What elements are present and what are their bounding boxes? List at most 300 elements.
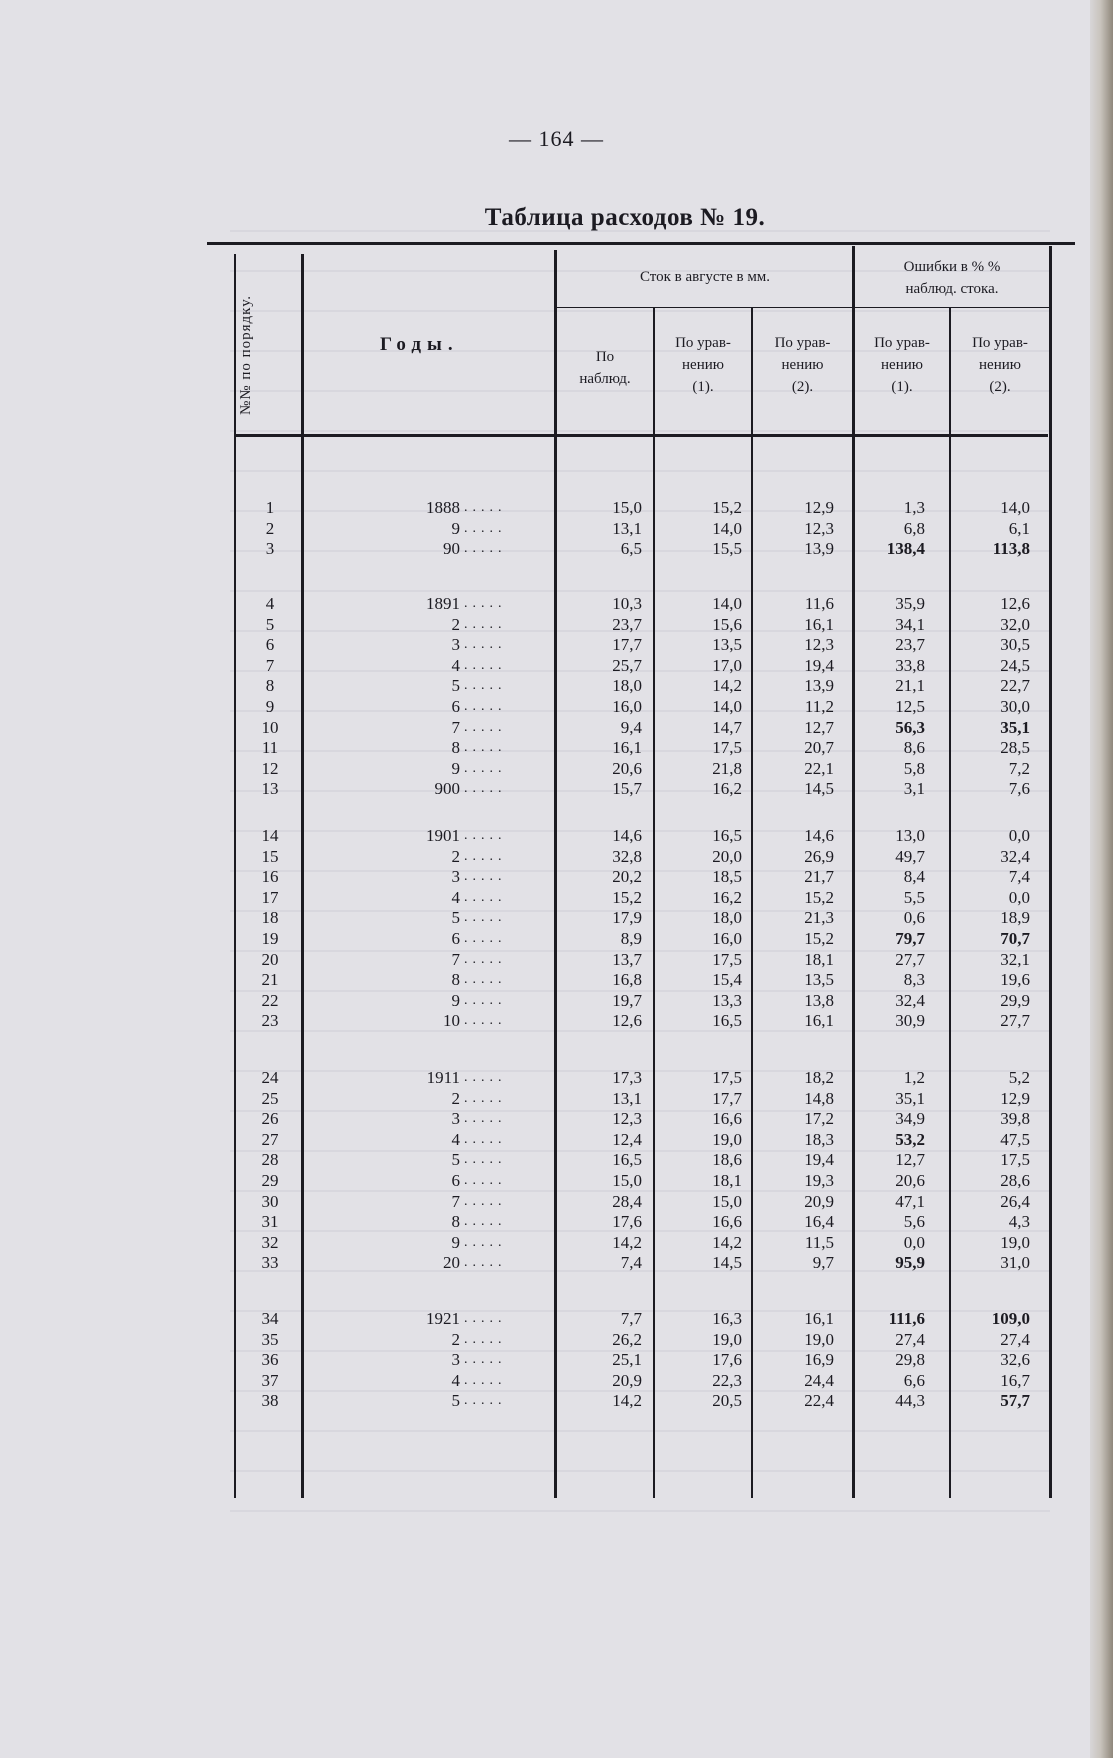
runoff-observed-cell: 15,0: [612, 1171, 642, 1190]
error-eq2-cell: 32,1: [1000, 949, 1030, 969]
runoff-observed-cell: 23,7: [612, 614, 642, 634]
dot-leader: .....: [464, 1013, 507, 1029]
error-eq1-cell: 79,7: [895, 929, 925, 948]
table-row: [0, 1171, 1113, 1190]
error-eq2-cell: 31,0: [1000, 1253, 1030, 1273]
runoff-eq1-cell: 16,5: [712, 1011, 742, 1031]
row-number: 36: [261, 1350, 279, 1370]
runoff-observed-cell: 9,4: [620, 717, 642, 737]
error-eq2-cell: 26,4: [1000, 1191, 1030, 1211]
runoff-eq2-cell: 22,4: [804, 1391, 834, 1411]
runoff-eq2-cell: 12,3: [804, 635, 834, 655]
dot-leader: .....: [464, 657, 507, 673]
row-number: 3: [265, 539, 275, 559]
runoff-eq1-cell: 17,5: [712, 1068, 742, 1087]
runoff-eq1-cell: 14,7: [712, 717, 742, 737]
runoff-eq1-cell: 15,6: [712, 614, 742, 634]
error-eq1-cell: 8,6: [903, 738, 925, 758]
table-row: [0, 498, 1113, 517]
table-row: [0, 676, 1113, 695]
error-eq1-cell: 8,3: [903, 970, 925, 990]
header-sub-rule-errors: [854, 307, 1050, 308]
runoff-eq2-cell: 20,9: [804, 1191, 834, 1211]
dot-leader: .....: [464, 760, 507, 776]
error-eq1-cell: 35,9: [895, 594, 925, 613]
runoff-eq1-cell: 15,0: [712, 1191, 742, 1211]
runoff-observed-cell: 12,6: [612, 1011, 642, 1031]
error-eq1-cell: 21,1: [895, 676, 925, 696]
table-row: [0, 1192, 1113, 1211]
runoff-observed-cell: 17,3: [612, 1068, 642, 1087]
runoff-eq1-cell: 21,8: [712, 758, 742, 778]
table-row: [0, 1371, 1113, 1390]
header-err-eq1: По урав- нению (1).: [874, 335, 930, 395]
row-number: 2: [265, 518, 275, 538]
runoff-eq2-cell: 16,1: [804, 1011, 834, 1031]
error-eq2-cell: 32,4: [1000, 846, 1030, 866]
error-eq1-cell: 20,6: [895, 1171, 925, 1190]
error-eq2-cell: 19,6: [1000, 970, 1030, 990]
runoff-eq1-cell: 14,0: [712, 594, 742, 613]
dot-leader: .....: [464, 520, 507, 536]
runoff-eq1-cell: 16,3: [712, 1309, 742, 1328]
runoff-eq1-cell: 20,0: [712, 846, 742, 866]
runoff-eq2-cell: 22,1: [804, 758, 834, 778]
runoff-eq2-cell: 20,7: [804, 738, 834, 758]
error-eq2-cell: 17,5: [1000, 1150, 1030, 1170]
table-row: [0, 718, 1113, 737]
year-cell: 3: [451, 1350, 460, 1370]
error-eq1-cell: 6,8: [903, 518, 925, 538]
error-eq1-cell: 8,4: [903, 867, 925, 887]
table-row: [0, 1150, 1113, 1169]
runoff-observed-cell: 13,1: [612, 518, 642, 538]
year-cell: 8: [451, 738, 460, 758]
error-eq2-cell: 32,0: [1000, 614, 1030, 634]
runoff-eq2-cell: 21,7: [804, 867, 834, 887]
runoff-eq2-cell: 16,9: [804, 1350, 834, 1370]
runoff-observed-cell: 17,9: [612, 908, 642, 928]
runoff-eq1-cell: 17,0: [712, 655, 742, 675]
table-row: [0, 1391, 1113, 1410]
error-eq1-cell: 13,0: [895, 826, 925, 845]
runoff-eq1-cell: 17,5: [712, 738, 742, 758]
row-number: 5: [265, 614, 275, 634]
row-number: 29: [261, 1171, 279, 1190]
row-number: 16: [261, 867, 279, 887]
table-top-rule: [207, 242, 1075, 245]
error-eq2-cell: 28,6: [1000, 1171, 1030, 1190]
runoff-observed-cell: 17,7: [612, 635, 642, 655]
year-cell: 9: [451, 518, 460, 538]
error-eq2-cell: 109,0: [991, 1309, 1030, 1328]
runoff-eq2-cell: 14,8: [804, 1088, 834, 1108]
year-cell: 4: [451, 1129, 460, 1149]
dot-leader: .....: [464, 828, 507, 843]
runoff-eq1-cell: 17,5: [712, 949, 742, 969]
runoff-observed-cell: 8,9: [620, 929, 642, 948]
year-cell: 90: [443, 539, 460, 559]
row-number: 10: [261, 717, 279, 737]
year-cell: 2: [451, 1088, 460, 1108]
runoff-observed-cell: 14,2: [612, 1391, 642, 1411]
dot-leader: .....: [464, 1193, 507, 1209]
dot-leader: .....: [464, 951, 507, 967]
runoff-eq2-cell: 12,9: [804, 498, 834, 517]
table-row: [0, 519, 1113, 538]
error-eq1-cell: 95,9: [895, 1253, 925, 1273]
runoff-observed-cell: 10,3: [612, 594, 642, 613]
row-number: 35: [261, 1329, 279, 1349]
runoff-eq1-cell: 15,4: [712, 970, 742, 990]
table-row: [0, 950, 1113, 969]
error-eq2-cell: 7,4: [1008, 867, 1030, 887]
year-cell: 9: [451, 758, 460, 778]
runoff-observed-cell: 16,0: [612, 697, 642, 716]
year-cell: 1911: [426, 1068, 460, 1087]
row-number: 25: [261, 1088, 279, 1108]
runoff-eq1-cell: 16,5: [712, 826, 742, 845]
header-runoff-group: Сток в августе в мм.: [639, 269, 771, 285]
dot-leader: .....: [464, 500, 507, 515]
row-number: 27: [261, 1129, 279, 1149]
error-eq2-cell: 24,5: [1000, 655, 1030, 675]
table-row: [0, 1130, 1113, 1149]
error-eq1-cell: 47,1: [895, 1191, 925, 1211]
row-number: 12: [261, 758, 279, 778]
error-eq2-cell: 113,8: [992, 539, 1030, 559]
dot-leader: .....: [464, 719, 507, 735]
error-eq1-cell: 27,7: [895, 949, 925, 969]
runoff-observed-cell: 15,2: [612, 887, 642, 907]
runoff-observed-cell: 12,4: [612, 1129, 642, 1149]
dot-leader: .....: [464, 848, 507, 864]
dot-leader: .....: [464, 972, 507, 988]
runoff-eq1-cell: 18,1: [712, 1171, 742, 1190]
table-row: [0, 738, 1113, 757]
runoff-eq2-cell: 18,1: [804, 949, 834, 969]
error-eq1-cell: 35,1: [895, 1088, 925, 1108]
runoff-eq2-cell: 12,3: [804, 518, 834, 538]
year-cell: 8: [451, 970, 460, 990]
year-cell: 4: [451, 887, 460, 907]
year-cell: 900: [434, 779, 460, 799]
error-eq2-cell: 57,7: [1000, 1391, 1030, 1411]
header-runoff-eq1: По урав- нению (1).: [675, 335, 731, 395]
table-row: [0, 697, 1113, 716]
error-eq1-cell: 0,6: [903, 908, 925, 928]
table-row: [0, 759, 1113, 778]
runoff-observed-cell: 17,6: [612, 1212, 642, 1232]
table-row: [0, 779, 1113, 798]
runoff-eq1-cell: 16,6: [712, 1212, 742, 1232]
runoff-eq1-cell: 13,5: [712, 635, 742, 655]
dot-leader: .....: [464, 889, 507, 905]
error-eq1-cell: 5,8: [903, 758, 925, 778]
error-eq2-cell: 0,0: [1008, 887, 1030, 907]
year-cell: 3: [451, 635, 460, 655]
error-eq1-cell: 0,0: [903, 1232, 925, 1252]
runoff-eq2-cell: 9,7: [812, 1253, 834, 1273]
dot-leader: .....: [464, 1311, 507, 1326]
table-row: [0, 908, 1113, 927]
runoff-eq1-cell: 19,0: [712, 1129, 742, 1149]
row-number: 20: [261, 949, 279, 969]
runoff-eq2-cell: 19,4: [804, 655, 834, 675]
error-eq1-cell: 34,1: [895, 614, 925, 634]
dot-leader: .....: [464, 1234, 507, 1250]
error-eq2-cell: 35,1: [1000, 717, 1030, 737]
error-eq1-cell: 29,8: [895, 1350, 925, 1370]
row-number: 1: [265, 498, 275, 517]
error-eq2-cell: 28,5: [1000, 738, 1030, 758]
error-eq1-cell: 53,2: [895, 1129, 925, 1149]
year-cell: 2: [451, 846, 460, 866]
error-eq1-cell: 56,3: [895, 717, 925, 737]
dot-leader: .....: [464, 1111, 507, 1127]
error-eq2-cell: 14,0: [1000, 498, 1030, 517]
year-cell: 2: [451, 1329, 460, 1349]
error-eq2-cell: 5,2: [1008, 1068, 1030, 1087]
runoff-eq2-cell: 24,4: [804, 1370, 834, 1390]
runoff-observed-cell: 14,6: [612, 826, 642, 845]
error-eq1-cell: 44,3: [895, 1391, 925, 1411]
error-eq2-cell: 0,0: [1008, 826, 1030, 845]
error-eq2-cell: 30,0: [1000, 697, 1030, 716]
year-cell: 6: [451, 1171, 460, 1190]
row-number: 24: [261, 1068, 279, 1087]
runoff-observed-cell: 25,7: [612, 655, 642, 675]
runoff-observed-cell: 16,8: [612, 970, 642, 990]
row-number: 8: [265, 676, 275, 696]
year-cell: 1891: [426, 594, 460, 613]
table-row: [0, 888, 1113, 907]
runoff-eq2-cell: 15,2: [804, 929, 834, 948]
runoff-eq1-cell: 13,3: [712, 990, 742, 1010]
runoff-eq1-cell: 16,2: [712, 887, 742, 907]
runoff-eq2-cell: 13,9: [804, 676, 834, 696]
error-eq2-cell: 27,4: [1000, 1329, 1030, 1349]
year-cell: 10: [443, 1011, 460, 1031]
error-eq2-cell: 32,6: [1000, 1350, 1030, 1370]
runoff-eq1-cell: 14,5: [712, 1253, 742, 1273]
row-number: 22: [261, 990, 279, 1010]
year-cell: 5: [451, 1150, 460, 1170]
error-eq1-cell: 3,1: [903, 779, 925, 799]
dot-leader: .....: [464, 1352, 507, 1368]
runoff-observed-cell: 15,7: [612, 779, 642, 799]
runoff-observed-cell: 6,5: [620, 539, 642, 559]
runoff-observed-cell: 28,4: [612, 1191, 642, 1211]
runoff-eq2-cell: 18,3: [804, 1129, 834, 1149]
error-eq1-cell: 1,2: [903, 1068, 925, 1087]
error-eq2-cell: 22,7: [1000, 676, 1030, 696]
year-cell: 7: [451, 717, 460, 737]
dot-leader: .....: [464, 637, 507, 653]
table-row: [0, 1330, 1113, 1349]
dot-leader: .....: [464, 1255, 507, 1271]
error-eq2-cell: 27,7: [1000, 1011, 1030, 1031]
year-cell: 8: [451, 1212, 460, 1232]
error-eq2-cell: 39,8: [1000, 1109, 1030, 1129]
runoff-eq1-cell: 18,0: [712, 908, 742, 928]
runoff-eq2-cell: 12,7: [804, 717, 834, 737]
table-row: [0, 991, 1113, 1010]
table-row: [0, 847, 1113, 866]
runoff-observed-cell: 20,9: [612, 1370, 642, 1390]
runoff-observed-cell: 26,2: [612, 1329, 642, 1349]
table-row: [0, 1109, 1113, 1128]
row-number: 11: [261, 738, 279, 758]
year-cell: 20: [443, 1253, 460, 1273]
header-years: Годы.: [380, 334, 459, 355]
year-cell: 5: [451, 908, 460, 928]
runoff-eq2-cell: 11,2: [804, 697, 834, 716]
row-number: 26: [261, 1109, 279, 1129]
dot-leader: .....: [464, 869, 507, 885]
table-row: [0, 656, 1113, 675]
dot-leader: .....: [464, 1331, 507, 1347]
runoff-observed-cell: 13,1: [612, 1088, 642, 1108]
runoff-eq2-cell: 18,2: [804, 1068, 834, 1087]
page-number: — 164 —: [509, 126, 604, 151]
row-number: 21: [261, 970, 279, 990]
runoff-eq1-cell: 16,2: [712, 779, 742, 799]
row-number: 6: [265, 635, 275, 655]
year-cell: 9: [451, 1232, 460, 1252]
table-row: [0, 1309, 1113, 1328]
error-eq2-cell: 19,0: [1000, 1232, 1030, 1252]
runoff-eq2-cell: 16,1: [804, 614, 834, 634]
error-eq1-cell: 1,3: [903, 498, 925, 517]
runoff-eq2-cell: 15,2: [804, 887, 834, 907]
error-eq2-cell: 47,5: [1000, 1129, 1030, 1149]
error-eq2-cell: 29,9: [1000, 990, 1030, 1010]
runoff-eq2-cell: 19,0: [804, 1329, 834, 1349]
row-number: 14: [261, 826, 279, 845]
runoff-eq2-cell: 14,5: [804, 779, 834, 799]
row-number: 15: [261, 846, 279, 866]
table-row: [0, 1089, 1113, 1108]
dot-leader: .....: [464, 1090, 507, 1106]
table-row: [0, 635, 1113, 654]
header-runoff-eq2: По урав- нению (2).: [774, 335, 831, 395]
year-cell: 3: [451, 867, 460, 887]
runoff-eq1-cell: 14,2: [712, 676, 742, 696]
dot-leader: .....: [464, 740, 507, 756]
table-row: [0, 1233, 1113, 1252]
runoff-eq2-cell: 19,3: [804, 1171, 834, 1190]
row-number: 23: [261, 1011, 279, 1031]
table-row: [0, 929, 1113, 948]
error-eq2-cell: 70,7: [1000, 929, 1030, 948]
header-runoff-obs: По наблюд.: [579, 349, 631, 387]
error-eq1-cell: 5,6: [903, 1212, 925, 1232]
year-cell: 7: [451, 949, 460, 969]
error-eq2-cell: 16,7: [1000, 1370, 1030, 1390]
table-row: [0, 970, 1113, 989]
runoff-eq2-cell: 13,5: [804, 970, 834, 990]
runoff-observed-cell: 16,5: [612, 1150, 642, 1170]
row-number: 37: [261, 1370, 279, 1390]
year-cell: 1921: [426, 1309, 460, 1328]
error-eq1-cell: 12,5: [895, 697, 925, 716]
year-cell: 5: [451, 1391, 460, 1411]
dot-leader: .....: [464, 1372, 507, 1388]
dot-leader: .....: [464, 596, 507, 611]
year-cell: 4: [451, 655, 460, 675]
dot-leader: .....: [464, 699, 507, 714]
header-err-eq2: По урав- нению (2).: [972, 335, 1028, 395]
dot-leader: .....: [464, 1152, 507, 1168]
error-eq1-cell: 32,4: [895, 990, 925, 1010]
row-number: 18: [261, 908, 279, 928]
dot-leader: .....: [464, 931, 507, 946]
table-row: [0, 826, 1113, 845]
table-row: [0, 615, 1113, 634]
table-row: [0, 1212, 1113, 1231]
runoff-observed-cell: 19,7: [612, 990, 642, 1010]
error-eq2-cell: 6,1: [1008, 518, 1030, 538]
error-eq2-cell: 30,5: [1000, 635, 1030, 655]
dot-leader: .....: [464, 616, 507, 632]
header-bottom-rule: [236, 434, 1048, 437]
table-row: [0, 594, 1113, 613]
year-cell: 4: [451, 1370, 460, 1390]
year-cell: 9: [451, 990, 460, 1010]
row-number: 13: [261, 779, 279, 799]
runoff-observed-cell: 20,2: [612, 867, 642, 887]
error-eq1-cell: 6,6: [903, 1370, 925, 1390]
error-eq1-cell: 138,4: [886, 539, 925, 559]
dot-leader: .....: [464, 1393, 507, 1409]
row-number: 19: [261, 929, 279, 948]
runoff-observed-cell: 15,0: [612, 498, 642, 517]
runoff-eq2-cell: 11,5: [804, 1232, 834, 1252]
runoff-eq2-cell: 13,9: [804, 539, 834, 559]
runoff-eq1-cell: 22,3: [712, 1370, 742, 1390]
error-eq2-cell: 7,6: [1008, 779, 1030, 799]
dot-leader: .....: [464, 1214, 507, 1230]
runoff-eq2-cell: 13,8: [804, 990, 834, 1010]
table-row: [0, 1068, 1113, 1087]
error-eq2-cell: 18,9: [1000, 908, 1030, 928]
table-row: [0, 1253, 1113, 1272]
runoff-eq2-cell: 16,4: [804, 1212, 834, 1232]
row-number: 28: [261, 1150, 279, 1170]
year-cell: 6: [451, 697, 460, 716]
runoff-eq2-cell: 17,2: [804, 1109, 834, 1129]
error-eq1-cell: 34,9: [895, 1109, 925, 1129]
dot-leader: .....: [464, 781, 507, 797]
dot-leader: .....: [464, 678, 507, 694]
runoff-observed-cell: 12,3: [612, 1109, 642, 1129]
year-cell: 7: [451, 1191, 460, 1211]
table-row: [0, 1350, 1113, 1369]
error-eq2-cell: 12,9: [1000, 1088, 1030, 1108]
runoff-eq1-cell: 18,6: [712, 1150, 742, 1170]
error-eq1-cell: 23,7: [895, 635, 925, 655]
runoff-observed-cell: 13,7: [612, 949, 642, 969]
runoff-observed-cell: 7,7: [620, 1309, 642, 1328]
row-number: 33: [261, 1253, 279, 1273]
dot-leader: .....: [464, 1070, 507, 1085]
runoff-eq1-cell: 16,6: [712, 1109, 742, 1129]
header-row-number: №№ по порядку.: [238, 294, 254, 416]
runoff-observed-cell: 7,4: [620, 1253, 642, 1273]
row-number: 4: [265, 594, 275, 613]
error-eq2-cell: 12,6: [1000, 594, 1030, 613]
